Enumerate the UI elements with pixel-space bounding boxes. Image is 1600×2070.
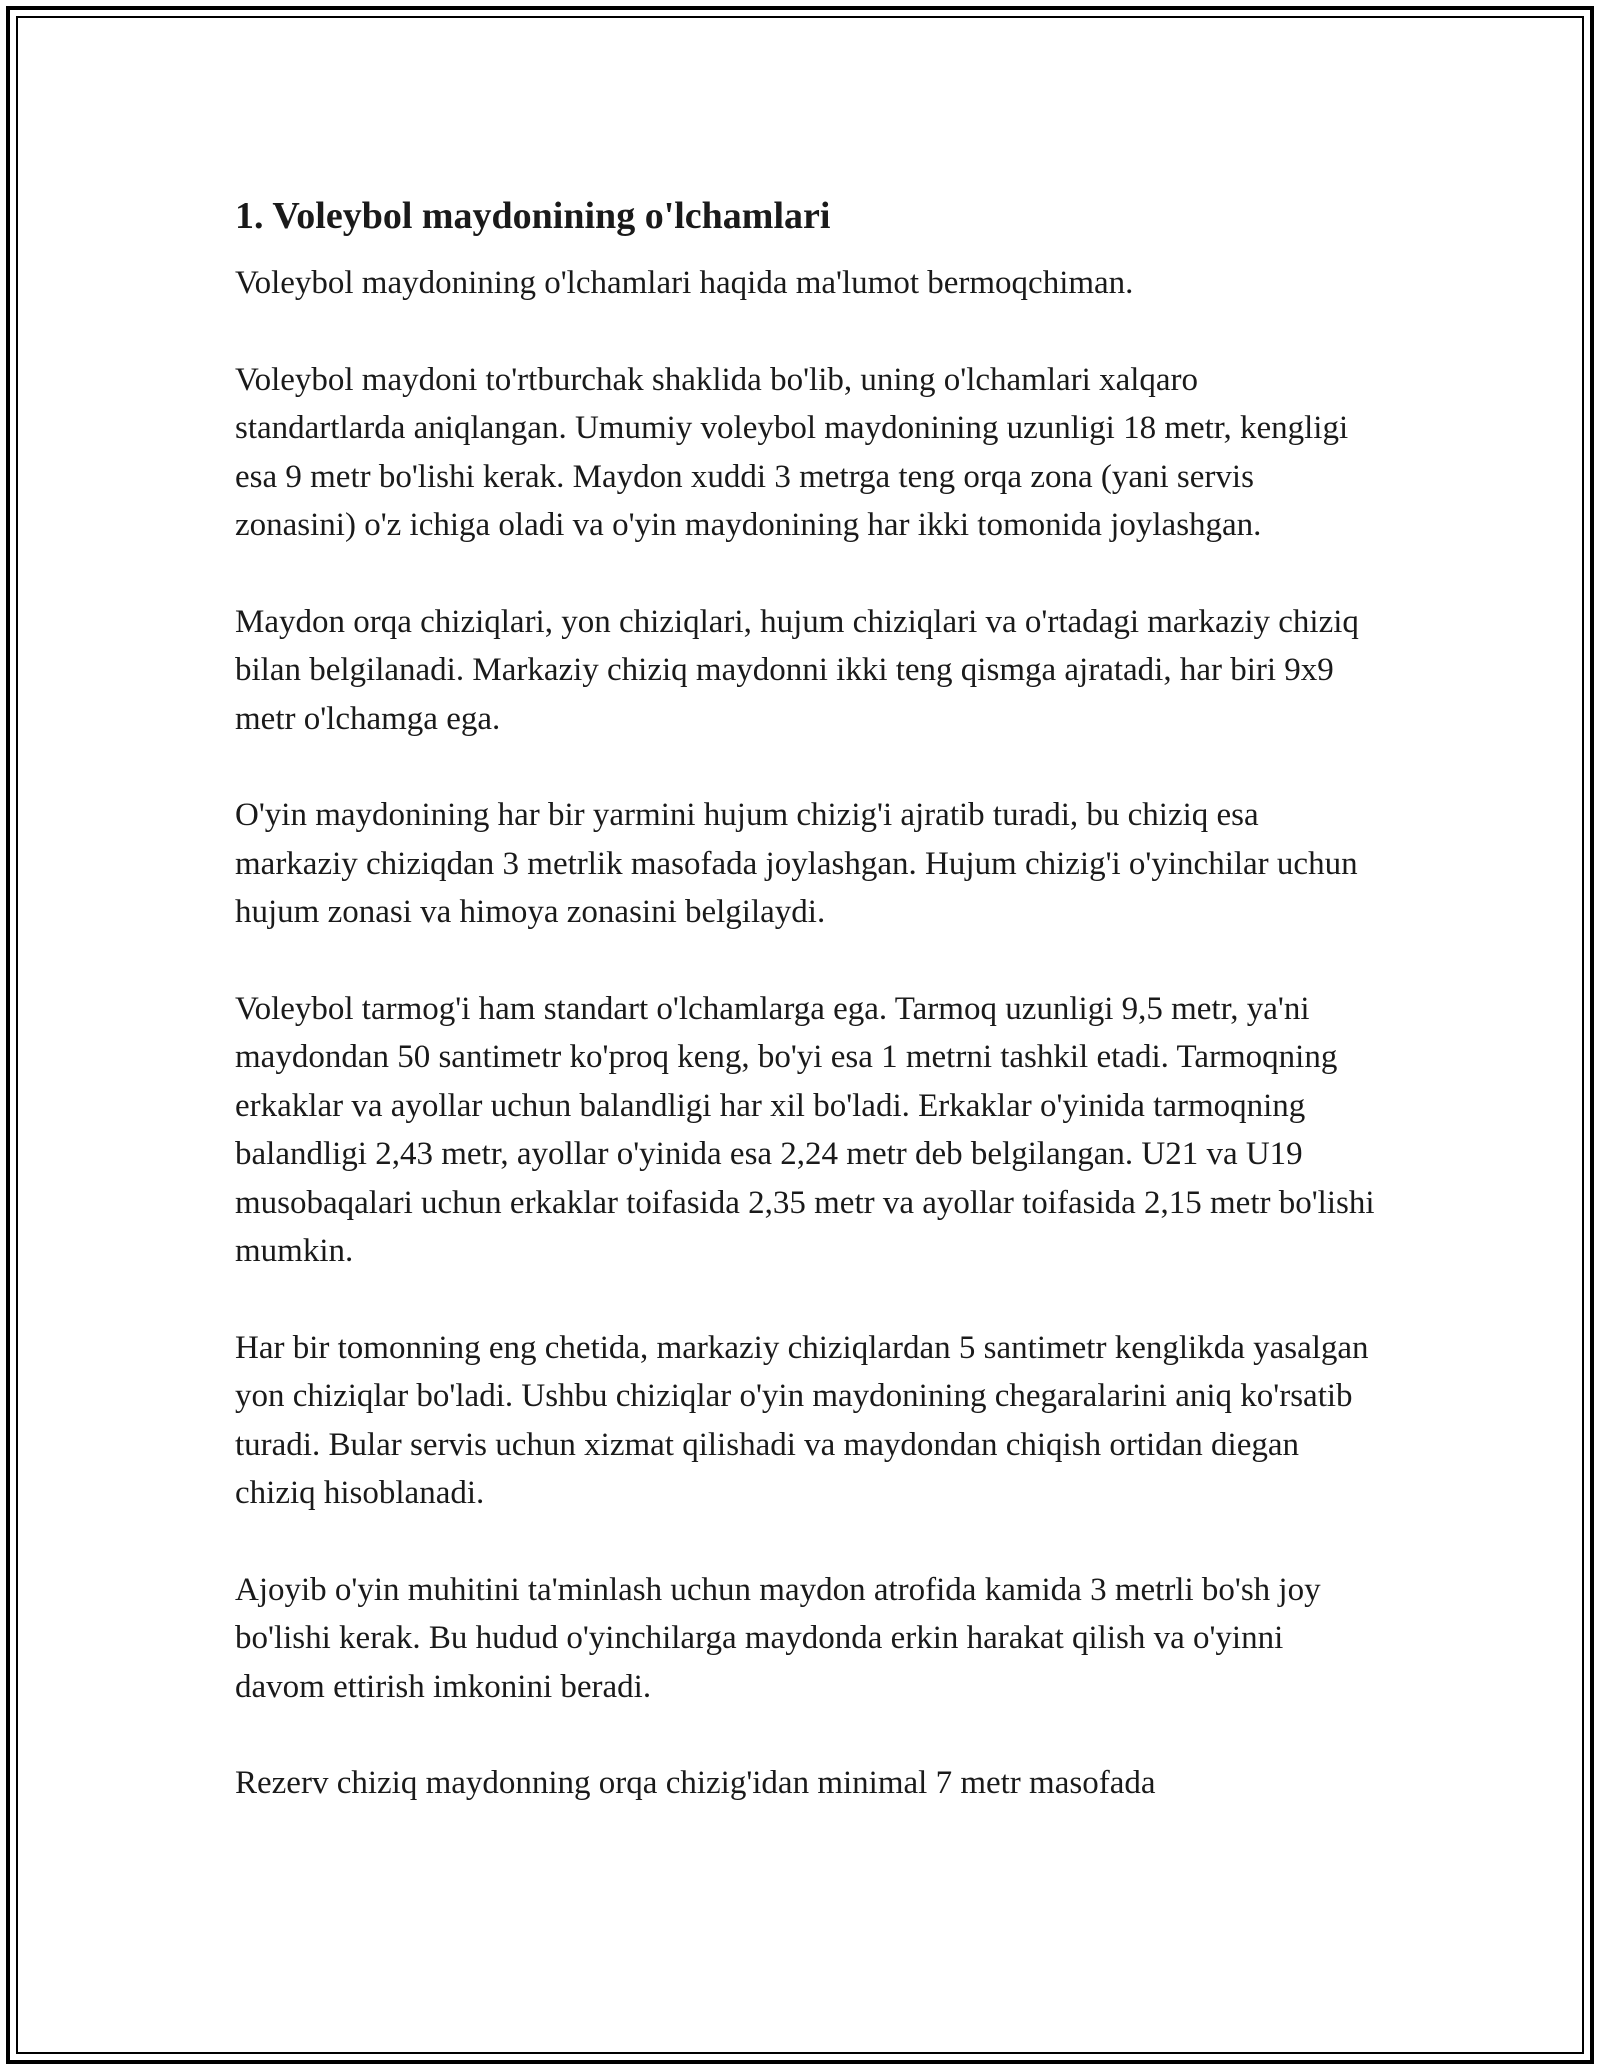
section-heading: 1. Voleybol maydonining o'lchamlari <box>235 195 831 237</box>
paragraph-net: Voleybol tarmog'i ham standart o'lchamlarga ega. Tarmoq uzunligi 9,5 metr, ya'ni maydondan 50 santimetr ko'proq keng, bo'yi esa 1 metrni tashkil etadi. Tarmoqning erkaklar va ayollar uchun balandligi har xil bo'ladi. Erkaklar o'yinida tarmoqning balandligi 2,43 metr, ayollar o'yinida esa 2,24 metr deb belgilangan. U21 va U19 musobaqalari uchun erkaklar toifasida 2,35 metr va ayollar toifasida 2,15 metr bo'lishi mumkin. <box>235 990 1375 1269</box>
paragraph-reserve-line: Rezerv chiziq maydonning orqa chizig'idan minimal 7 metr masofada <box>235 1765 1156 1801</box>
paragraph-free-zone: Ajoyib o'yin muhitini ta'minlash uchun maydon atrofida kamida 3 metrli bo'sh joy bo'lishi kerak. Bu hudud o'yinchilarga maydonda erkin harakat qilish va o'yinni davom ettirish imkonini beradi. <box>235 1571 1321 1705</box>
paragraph-intro: Voleybol maydonining o'lchamlari haqida ma'lumot bermoqchiman. <box>235 265 1134 301</box>
document-body <box>235 187 1375 1856</box>
paragraph-side-lines: Har bir tomonning eng chetida, markaziy chiziqlardan 5 santimetr kenglikda yasalgan yon chiziqlar bo'ladi. Ushbu chiziqlar o'yin maydonining chegaralarini aniq ko'rsatib turadi. Bular servis uchun xizmat qilishadi va maydondan chiqish ortidan diegan chiziq hisoblanadi. <box>235 1329 1369 1511</box>
paragraph-court-lines: Maydon orqa chiziqlari, yon chiziqlari, hujum chiziqlari va o'rtadagi markaziy chiziq bilan belgilanadi. Markaziy chiziq maydonni ikki teng qismga ajratadi, har biri 9x9 metr o'lchamga ega. <box>235 603 1359 737</box>
paragraph-attack-line: O'yin maydonining har bir yarmini hujum chizig'i ajratib turadi, bu chiziq esa markaziy chiziqdan 3 metrlik masofada joylashgan. Hujum chizig'i o'yinchilar uchun hujum zonasi va himoya zonasini belgilaydi. <box>235 797 1358 930</box>
paragraph-court-dimensions: Voleybol maydoni to'rtburchak shaklida bo'lib, uning o'lchamlari xalqaro standartlarda aniqlangan. Umumiy voleybol maydonining uzunligi 18 metr, kengligi esa 9 metr bo'lishi kerak. Maydon xuddi 3 metrga teng orqa zona (yani servis zonasini) o'z ichiga oladi va o'yin maydonining har ikki tomonida joylashgan. <box>235 361 1349 543</box>
